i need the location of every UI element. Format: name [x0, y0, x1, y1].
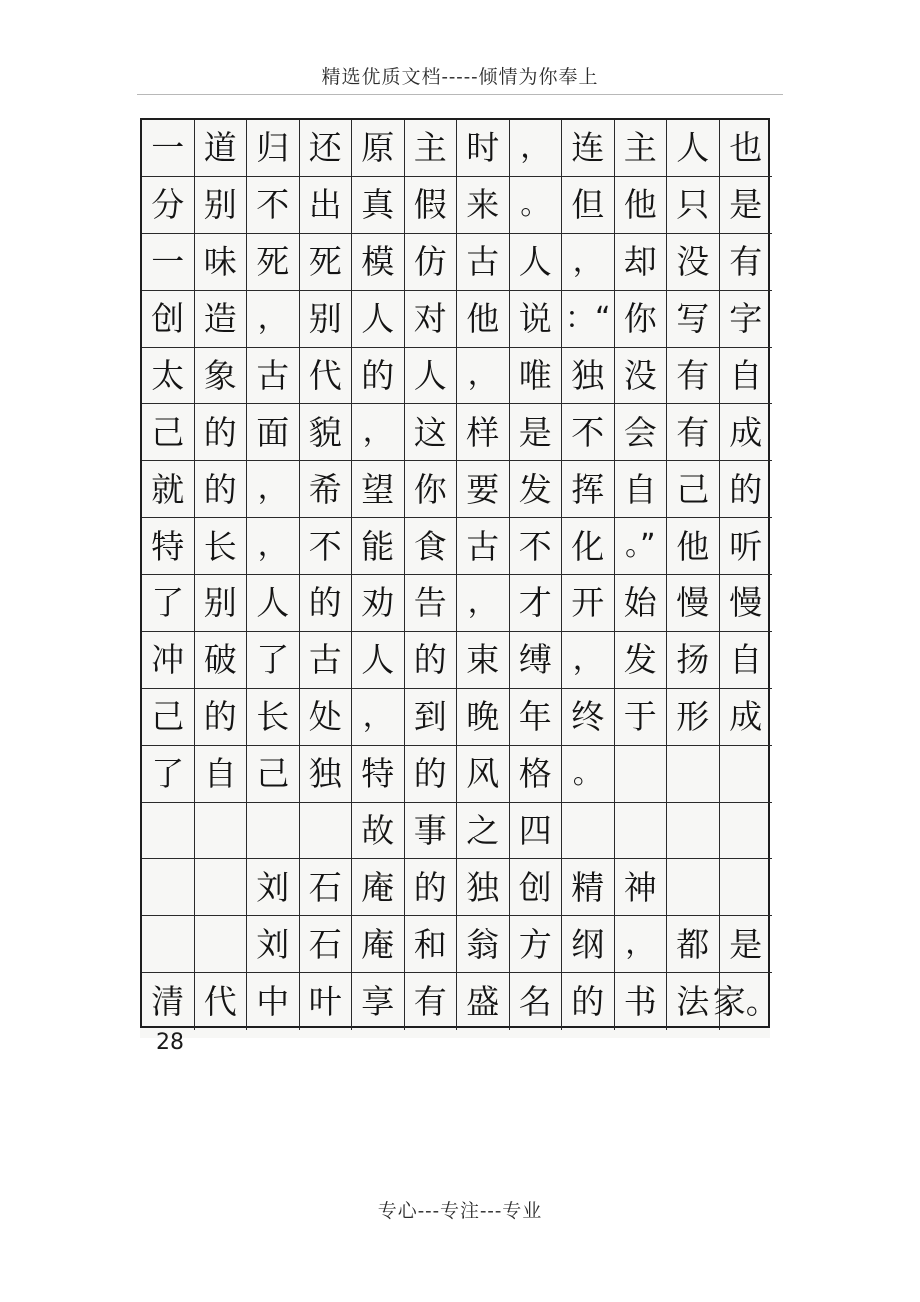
grid-cell: 慢 [720, 575, 773, 632]
grid-cell: 家。 [712, 982, 779, 1022]
grid-cell: 缚 [510, 632, 563, 689]
grid-cell [667, 859, 720, 916]
grid-cell: 成 [720, 689, 773, 746]
grid-cell: 神 [615, 859, 668, 916]
grid-cell: 成 [720, 404, 773, 461]
grid-cell: ， [352, 689, 405, 746]
grid-cell: 样 [457, 404, 510, 461]
grid-cell [667, 746, 720, 803]
grid-cell: 石 [300, 916, 353, 973]
grid-cell: 是 [720, 177, 773, 234]
grid-cell [615, 746, 668, 803]
grid-cell: 的 [405, 746, 458, 803]
grid-cell: 创 [510, 859, 563, 916]
grid-cell: 终 [562, 689, 615, 746]
grid-cell: 翁 [457, 916, 510, 973]
grid-cell: 食 [405, 518, 458, 575]
grid-cell: 人 [405, 348, 458, 405]
grid-cell: 主 [615, 120, 668, 177]
grid-cell: 只 [667, 177, 720, 234]
grid-cell: 面 [247, 404, 300, 461]
grid-cell: 不 [510, 518, 563, 575]
grid-cell: 来 [457, 177, 510, 234]
grid-cell: 束 [457, 632, 510, 689]
grid-cell: 法 [667, 973, 720, 1030]
grid-cell: 故 [352, 803, 405, 860]
grid-cell: 代 [195, 973, 248, 1030]
grid-cell: 庵 [352, 859, 405, 916]
grid-cell: 不 [562, 404, 615, 461]
grid-cell: 能 [352, 518, 405, 575]
grid-cell: 独 [562, 348, 615, 405]
grid-cell: 盛 [457, 973, 510, 1030]
grid-cell: 自 [615, 461, 668, 518]
grid-cell: 自 [720, 632, 773, 689]
grid-cell [562, 803, 615, 860]
grid-cell [195, 859, 248, 916]
grid-cell: 这 [405, 404, 458, 461]
grid-cell: 告 [405, 575, 458, 632]
grid-cell: 但 [562, 177, 615, 234]
grid-cell: 没 [615, 348, 668, 405]
grid-cell: 原 [352, 120, 405, 177]
grid-cell: ， [457, 348, 510, 405]
grid-cell: 他 [615, 177, 668, 234]
grid-cell: 。” [615, 518, 668, 575]
grid-cell: 处 [300, 689, 353, 746]
grid-cell: 的 [405, 859, 458, 916]
grid-cell: 要 [457, 461, 510, 518]
grid-cell: 是 [720, 916, 773, 973]
grid-cell: 人 [247, 575, 300, 632]
grid-cell: 古 [300, 632, 353, 689]
grid-cell: 了 [142, 746, 195, 803]
grid-cell: 连 [562, 120, 615, 177]
grid-cell: ， [457, 575, 510, 632]
grid-cell: 中 [247, 973, 300, 1030]
grid-cell: 太 [142, 348, 195, 405]
grid-cell: 人 [352, 291, 405, 348]
grid-cell: 的 [195, 689, 248, 746]
grid-cell: 象 [195, 348, 248, 405]
grid-cell: 是 [510, 404, 563, 461]
grid-cell: ， [562, 234, 615, 291]
grid-cell: 自 [195, 746, 248, 803]
grid-cell [300, 803, 353, 860]
grid-cell: 一 [142, 234, 195, 291]
grid-cell: 刘 [247, 916, 300, 973]
grid-cell [667, 803, 720, 860]
grid-cell: 于 [615, 689, 668, 746]
grid-cell: 书 [615, 973, 668, 1030]
grid-cell: 形 [667, 689, 720, 746]
grid-cell: 也 [720, 120, 773, 177]
grid-cell [615, 803, 668, 860]
grid-cell: 你 [405, 461, 458, 518]
grid-cell: 代 [300, 348, 353, 405]
grid-cell: 才 [510, 575, 563, 632]
grid-cell: 一 [142, 120, 195, 177]
grid-cell: ， [247, 461, 300, 518]
grid-cell: 慢 [667, 575, 720, 632]
grid-cell: 有 [667, 404, 720, 461]
grid-cell: 长 [247, 689, 300, 746]
grid-cell: 死 [300, 234, 353, 291]
grid-cell: 精 [562, 859, 615, 916]
grid-cell: 的 [352, 348, 405, 405]
grid-cell: 字 [720, 291, 773, 348]
grid-cell: ， [247, 291, 300, 348]
grid-cell: 别 [195, 177, 248, 234]
grid-cell: 化 [562, 518, 615, 575]
grid-cell: 之 [457, 803, 510, 860]
grid-cell: 人 [510, 234, 563, 291]
grid-cell: 劝 [352, 575, 405, 632]
grid-cell: 破 [195, 632, 248, 689]
grid-cell: 四 [510, 803, 563, 860]
grid-cell: 有 [667, 348, 720, 405]
grid-cell: 享 [352, 973, 405, 1030]
grid-cell: 独 [300, 746, 353, 803]
grid-cell: 还 [300, 120, 353, 177]
grid-cell: 特 [142, 518, 195, 575]
grid-cell: 说 [510, 291, 563, 348]
grid-cell: ， [510, 120, 563, 177]
grid-cell: 叶 [300, 973, 353, 1030]
grid-cell: 己 [142, 404, 195, 461]
grid-cell: 刘 [247, 859, 300, 916]
grid-cell [142, 803, 195, 860]
grid-cell: 了 [142, 575, 195, 632]
grid-cell: 分 [142, 177, 195, 234]
grid-cell: 了 [247, 632, 300, 689]
grid-cell: 你 [615, 291, 668, 348]
grid-cell: 道 [195, 120, 248, 177]
grid-cell: 有 [405, 973, 458, 1030]
grid-cell: 己 [142, 689, 195, 746]
grid-cell [142, 859, 195, 916]
grid-cell: ， [562, 632, 615, 689]
page-number: 28 [156, 1030, 184, 1055]
grid-cell: 都 [667, 916, 720, 973]
grid-cell: 写 [667, 291, 720, 348]
grid-cell: 别 [300, 291, 353, 348]
grid-cell [720, 859, 773, 916]
grid-cell: 始 [615, 575, 668, 632]
grid-cell: 石 [300, 859, 353, 916]
grid-cell: 的 [405, 632, 458, 689]
grid-cell: 味 [195, 234, 248, 291]
grid-cell: 己 [667, 461, 720, 518]
grid-cell: 有 [720, 234, 773, 291]
grid-cell: 特 [352, 746, 405, 803]
grid-cell: 却 [615, 234, 668, 291]
grid-cell: 挥 [562, 461, 615, 518]
grid-cell [195, 803, 248, 860]
grid-cell: 创 [142, 291, 195, 348]
grid-cell: 他 [667, 518, 720, 575]
grid-cell: 归 [247, 120, 300, 177]
grid-cell: 人 [667, 120, 720, 177]
scanned-copybook-page [140, 118, 779, 1055]
grid-cell: 希 [300, 461, 353, 518]
grid-cell: 唯 [510, 348, 563, 405]
grid-cell: 不 [300, 518, 353, 575]
grid-cell: 长 [195, 518, 248, 575]
grid-cell: 事 [405, 803, 458, 860]
grid-cell: 冲 [142, 632, 195, 689]
grid-cell: 庵 [352, 916, 405, 973]
grid-cell: 年 [510, 689, 563, 746]
grid-cell: 。 [510, 177, 563, 234]
grid-cell: 独 [457, 859, 510, 916]
grid-cell: 的 [720, 461, 773, 518]
grid-cell: 貌 [300, 404, 353, 461]
grid-cell: 仿 [405, 234, 458, 291]
grid-cell: 望 [352, 461, 405, 518]
grid-cell [247, 803, 300, 860]
grid-cell: 别 [195, 575, 248, 632]
grid-cell: 对 [405, 291, 458, 348]
grid-cell: 的 [195, 404, 248, 461]
grid-cell: 扬 [667, 632, 720, 689]
grid-cell: 开 [562, 575, 615, 632]
grid-cell: ， [352, 404, 405, 461]
grid-cell: 模 [352, 234, 405, 291]
grid-cell: 格 [510, 746, 563, 803]
grid-cell: 的 [195, 461, 248, 518]
grid-cell: 没 [667, 234, 720, 291]
header-divider [137, 94, 783, 95]
grid-cell: 古 [457, 518, 510, 575]
grid-cell: 假 [405, 177, 458, 234]
grid-cell: 自 [720, 348, 773, 405]
grid-cell: 造 [195, 291, 248, 348]
grid-cell: ：“ [562, 291, 615, 348]
grid-cell: 风 [457, 746, 510, 803]
grid-cell: 就 [142, 461, 195, 518]
grid-cell: 死 [247, 234, 300, 291]
page-footer: 专心---专注---专业 [377, 1200, 543, 1222]
grid-cell [720, 746, 773, 803]
grid-cell: 人 [352, 632, 405, 689]
grid-cell: 。 [562, 746, 615, 803]
grid-cell [195, 916, 248, 973]
grid-cell: ， [615, 916, 668, 973]
grid-cell: 会 [615, 404, 668, 461]
grid-cell: 不 [247, 177, 300, 234]
page-header: 精选优质文档-----倾情为你奉上 [321, 66, 599, 88]
grid-cell: 到 [405, 689, 458, 746]
grid-cell [720, 803, 773, 860]
grid-cell: 清 [142, 973, 195, 1030]
grid-cell: 古 [247, 348, 300, 405]
grid-cell: 主 [405, 120, 458, 177]
grid-cell: 纲 [562, 916, 615, 973]
grid-cell: 时 [457, 120, 510, 177]
grid-cell: 听 [720, 518, 773, 575]
grid-cell [142, 916, 195, 973]
grid-cell: 的 [562, 973, 615, 1030]
grid-cell: ， [247, 518, 300, 575]
grid-cell: 发 [615, 632, 668, 689]
grid-cell: 和 [405, 916, 458, 973]
grid-cell: 方 [510, 916, 563, 973]
grid-cell: 出 [300, 177, 353, 234]
grid-cell: 古 [457, 234, 510, 291]
grid-cell: 名 [510, 973, 563, 1030]
grid-cell: 的 [300, 575, 353, 632]
character-grid [140, 118, 779, 1028]
grid-cell: 发 [510, 461, 563, 518]
grid-cell: 己 [247, 746, 300, 803]
grid-cell: 他 [457, 291, 510, 348]
grid-cell: 晚 [457, 689, 510, 746]
grid-cell: 真 [352, 177, 405, 234]
